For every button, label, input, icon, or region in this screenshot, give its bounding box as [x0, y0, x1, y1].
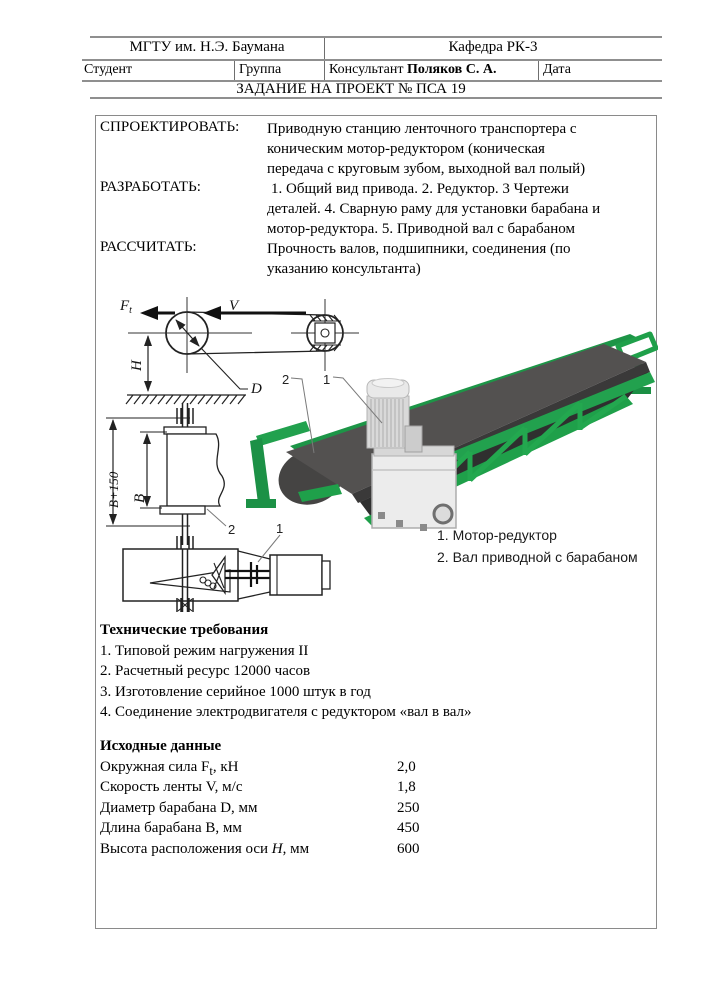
diagram-legend	[437, 524, 638, 568]
develop-line: деталей. 4. Сварную раму для установки барабана и	[267, 201, 601, 217]
callout-1-top: 1	[323, 372, 331, 387]
consultant-label: Консультант	[329, 62, 404, 77]
belt-scheme	[119, 297, 359, 404]
legend-item-drum-shaft: 2. Вал приводной с барабаном	[437, 549, 638, 565]
calculate-text	[267, 239, 639, 279]
data-row-diameter	[100, 798, 580, 819]
bolt	[396, 520, 403, 527]
tech-requirement-item: 3. Изготовление серийное 1000 штук в год	[100, 683, 371, 700]
drum-bottom-flange	[160, 506, 205, 514]
bracket-upright	[250, 438, 270, 503]
row-label: Окружная сила F	[100, 758, 210, 775]
header-divider-group	[324, 61, 325, 80]
lower-shaft	[177, 514, 193, 552]
date-label: Дата	[543, 62, 571, 77]
project-title: ЗАДАНИЕ НА ПРОЕКТ № ПСА 19	[236, 81, 466, 97]
header-border-top	[90, 36, 662, 38]
design-label: СПРОЕКТИРОВАТЬ:	[100, 119, 240, 135]
row-value: 1,8	[397, 779, 416, 795]
tech-requirements-title: Технические требования	[100, 622, 269, 638]
initial-data-title: Исходные данные	[100, 738, 222, 754]
develop-line: мотор-редуктора. 5. Приводной вал с барабаном	[267, 221, 575, 237]
motor-cap-top	[372, 379, 404, 388]
callout-1-bottom: 1	[276, 521, 284, 536]
design-line: коническим мотор-редуктором (коническая	[267, 141, 545, 157]
consultant-cell	[329, 62, 496, 78]
calculate-line: указанию консультанта)	[267, 261, 421, 277]
callout-2-top: 2	[282, 372, 290, 387]
student-label: Студент	[84, 62, 133, 77]
velocity-label: V	[229, 298, 239, 314]
university-name: МГТУ им. Н.Э. Баумана	[129, 39, 285, 55]
header-divider-student	[234, 61, 235, 80]
tech-requirement-item: 1. Типовой режим нагружения II	[100, 642, 309, 659]
bolt	[420, 524, 427, 531]
develop-text	[267, 179, 639, 239]
row-label: Длина барабана B, мм	[100, 820, 242, 836]
group-label: Группа	[239, 62, 282, 77]
tech-requirement-item: 4. Соединение электродвигателя с редуктором «вал в вал»	[100, 704, 472, 720]
row-label: Высота расположения оси	[100, 840, 272, 857]
bolt	[378, 512, 385, 519]
force-subscript: t	[129, 305, 132, 316]
data-row-length	[100, 818, 580, 839]
row-value: 600	[397, 840, 420, 857]
design-text	[267, 119, 639, 179]
diameter-label: D	[251, 381, 262, 397]
drum-top-flange	[164, 427, 206, 434]
calculate-label: РАССЧИТАТЬ:	[100, 239, 197, 255]
drum-body	[167, 434, 224, 506]
design-line: передача с круговым зубом, выходной вал полый)	[267, 161, 586, 177]
row-label: Диаметр барабана D, мм	[100, 799, 258, 816]
motor-end-cap	[322, 561, 330, 589]
force-arrowhead	[140, 306, 158, 320]
drum-width-plus-label: B+150	[106, 471, 121, 508]
row-label-post: , мм	[282, 840, 310, 857]
legend-item-motor: 1. Мотор-редуктор	[437, 527, 557, 543]
tech-requirements	[100, 620, 570, 723]
row-label-post: , кН	[212, 758, 239, 775]
tech-requirement-item: 2. Расчетный ресурс 12000 часов	[100, 663, 311, 679]
initial-data	[100, 736, 580, 859]
row-value: 450	[397, 820, 420, 836]
data-row-speed	[100, 777, 580, 798]
ground-hatching	[126, 395, 246, 404]
row-label: Скорость ленты V, м/с	[100, 779, 243, 795]
junction-box	[405, 426, 422, 452]
velocity-arrowhead	[203, 306, 221, 320]
motor-body-scheme	[270, 555, 322, 595]
develop-label: РАЗРАБОТАТЬ:	[100, 179, 201, 195]
header-divider-consultant	[538, 61, 539, 80]
calculate-line: Прочность валов, подшипники, соединения (по	[267, 241, 571, 257]
row-label-sub: t	[209, 763, 213, 778]
design-line: Приводную станцию ленточного транспортера с	[267, 121, 577, 137]
row-label-italic: H	[271, 840, 283, 857]
header-border-row1	[82, 59, 662, 61]
data-row-force	[100, 757, 580, 778]
bracket-foot	[246, 499, 276, 508]
drum-scheme	[106, 403, 224, 552]
row-value: 250	[397, 799, 420, 816]
upper-shaft	[177, 403, 193, 427]
department-name: Кафедра РК-3	[448, 39, 538, 55]
consultant-name: Поляков С. А.	[407, 62, 497, 77]
conveyor-render	[246, 334, 656, 531]
force-label	[119, 298, 132, 316]
drum-width-label: B	[132, 493, 148, 503]
data-row-height	[100, 839, 580, 860]
reducer-scheme	[123, 549, 330, 612]
force-symbol: F	[120, 298, 130, 314]
bell-housing	[238, 551, 270, 599]
height-label: H	[129, 360, 145, 371]
callout-2-bottom: 2	[228, 522, 236, 537]
develop-line: 1. Общий вид привода. 2. Редуктор. 3 Чертежи	[271, 181, 569, 197]
output-flange	[434, 505, 452, 523]
row-value: 2,0	[397, 758, 416, 775]
